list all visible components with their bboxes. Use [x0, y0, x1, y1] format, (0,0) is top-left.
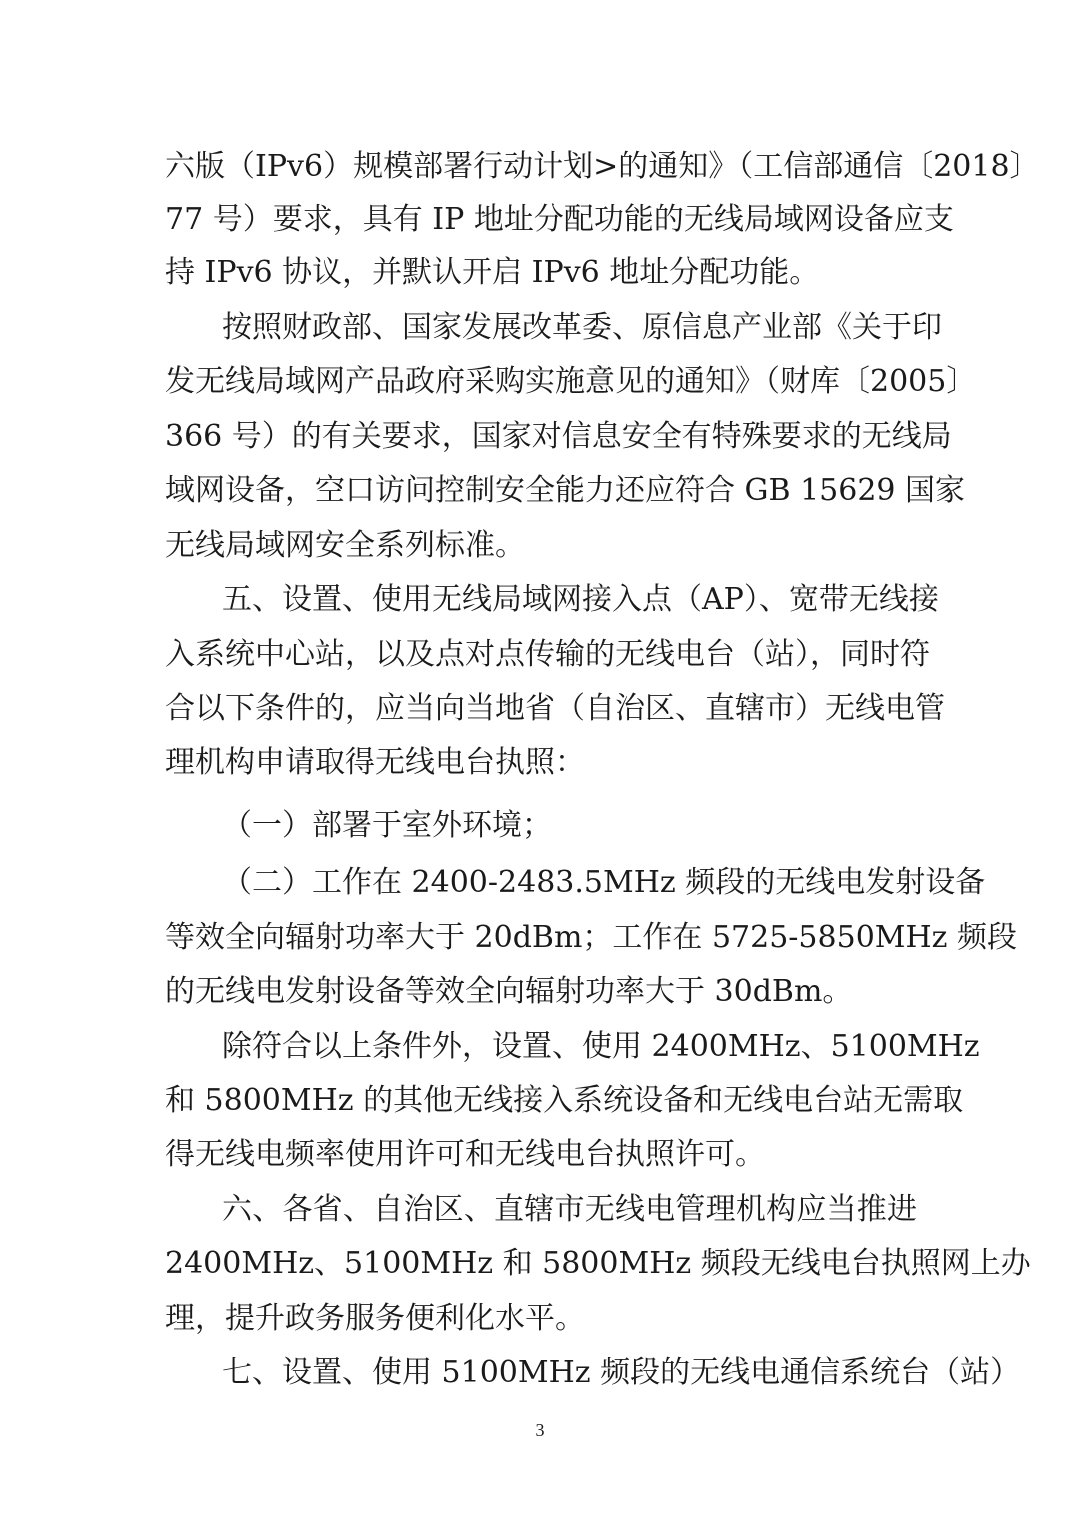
text-line: 理，提升政务服务便利化水平。: [165, 1301, 585, 1336]
paragraph-start-line: 五、设置、使用无线局域网接入点（AP）、宽带无线接: [222, 582, 939, 617]
text-line: 域网设备，空口访问控制安全能力还应符合 GB 15629 国家: [165, 473, 966, 508]
page-number: 3: [535, 1420, 545, 1440]
paragraph-start-line: 除符合以上条件外，设置、使用 2400MHz、5100MHz: [222, 1029, 980, 1064]
text-line: 无线局域网安全系列标准。: [165, 528, 525, 563]
text-line: 77 号）要求，具有 IP 地址分配功能的无线局域网设备应支: [165, 202, 954, 237]
text-line: 得无线电频率使用许可和无线电台执照许可。: [165, 1137, 765, 1172]
list-item-line: （一）部署于室外环境；: [222, 808, 552, 843]
text-line: 入系统中心站，以及点对点传输的无线电台（站），同时符: [165, 637, 930, 672]
text-line: 2400MHz、5100MHz 和 5800MHz 频段无线电台执照网上办: [165, 1246, 1031, 1281]
text-line: 合以下条件的，应当向当地省（自治区、直辖市）无线电管: [165, 691, 945, 726]
paragraph-start-line: 按照财政部、国家发展改革委、原信息产业部《关于印: [222, 310, 942, 345]
list-item-line: （二）工作在 2400-2483.5MHz 频段的无线电发射设备: [222, 865, 986, 900]
text-line: 和 5800MHz 的其他无线接入系统设备和无线电台站无需取: [165, 1083, 964, 1118]
text-line: 持 IPv6 协议，并默认开启 IPv6 地址分配功能。: [165, 255, 820, 290]
text-line: 366 号）的有关要求，国家对信息安全有特殊要求的无线局: [165, 419, 952, 454]
text-line: 的无线电发射设备等效全向辐射功率大于 30dBm。: [165, 974, 853, 1009]
text-line: 等效全向辐射功率大于 20dBm；工作在 5725-5850MHz 频段: [165, 920, 1017, 955]
text-line: 六版（IPv6）规模部署行动计划>的通知》（工信部通信〔2018〕: [165, 149, 1040, 184]
text-line: 发无线局域网产品政府采购实施意见的通知》（财库〔2005〕: [165, 364, 977, 399]
paragraph-start-line: 六、各省、自治区、直辖市无线电管理机构应当推进: [222, 1192, 917, 1227]
text-line: 理机构申请取得无线电台执照：: [165, 745, 585, 780]
paragraph-start-line: 七、设置、使用 5100MHz 频段的无线电通信系统台（站）: [222, 1355, 1021, 1390]
